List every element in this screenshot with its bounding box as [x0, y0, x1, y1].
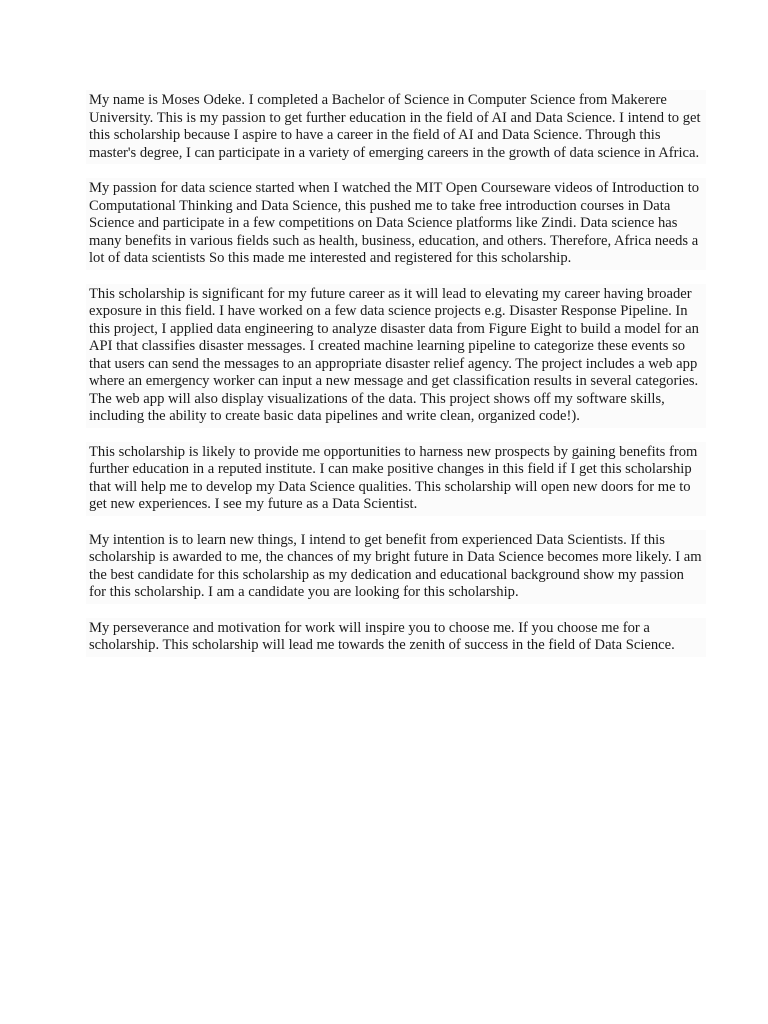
- paragraph-6: My perseverance and motivation for work will inspire you to choose me. If you choose me for a scholarship. This scholarship will lead me towards the zenith of success in the field of Data Science.: [86, 618, 706, 657]
- paragraph-4: This scholarship is likely to provide me opportunities to harness new prospects by gaining benefits from further education in a reputed institute. I can make positive changes in this field if I get this scholarship that will help me to develop my Data Science qualities. This scholarship will open new doors for me to get new experiences. I see my future as a Data Scientist.: [86, 442, 706, 516]
- paragraph-3: This scholarship is significant for my future career as it will lead to elevating my career having broader exposure in this field. I have worked on a few data science projects e.g. Disaster Response Pipeline. In this project, I applied data engineering to analyze disaster data from Figure Eight to build a model for an API that classifies disaster messages. I created machine learning pipeline to categorize these events so that users can send the messages to an appropriate disaster relief agency. The project includes a web app where an emergency worker can input a new message and get classification results in several categories. The web app will also display visualizations of the data. This project shows off my software skills, including the ability to create basic data pipelines and write clean, organized code!).: [86, 284, 706, 428]
- paragraph-2: My passion for data science started when I watched the MIT Open Courseware videos of Introduction to Computational Thinking and Data Science, this pushed me to take free introduction courses in Data Science and participate in a few competitions on Data Science platforms like Zindi. Data science has many benefits in various fields such as health, business, education, and others. Therefore, Africa needs a lot of data scientists So this made me interested and registered for this scholarship.: [86, 178, 706, 270]
- paragraph-5: My intention is to learn new things, I intend to get benefit from experienced Data Scientists. If this scholarship is awarded to me, the chances of my bright future in Data Science becomes more likely. I am the best candidate for this scholarship as my dedication and educational background show my passion for this scholarship. I am a candidate you are looking for this scholarship.: [86, 530, 706, 604]
- document-body: [86, 90, 706, 671]
- paragraph-1: My name is Moses Odeke. I completed a Bachelor of Science in Computer Science from Makerere University. This is my passion to get further education in the field of AI and Data Science. I intend to get this scholarship because I aspire to have a career in the field of AI and Data Science. Through this master's degree, I can participate in a variety of emerging careers in the growth of data science in Africa.: [86, 90, 706, 164]
